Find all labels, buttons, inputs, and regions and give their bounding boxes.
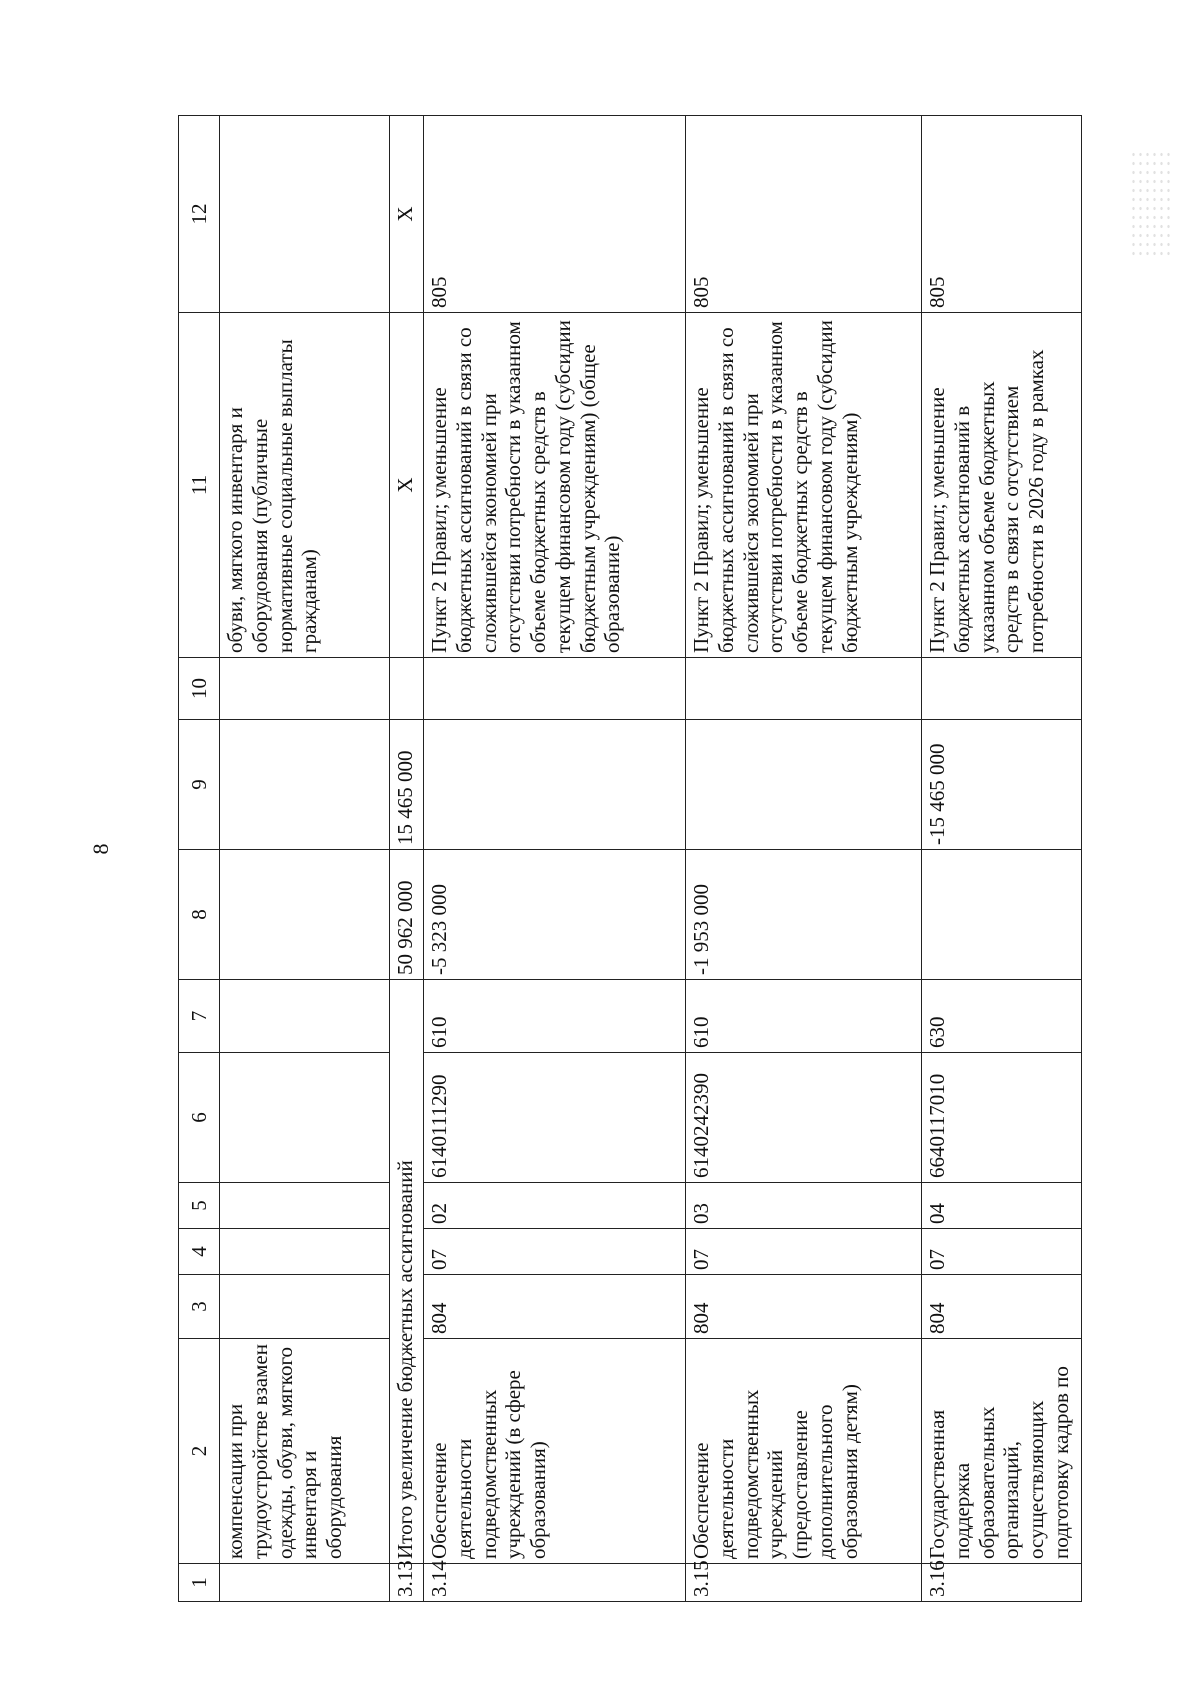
cell-3-16-description: Государственная поддержка образовательных организаций, осуществляющих подготовку кадров по	[922, 1339, 1082, 1564]
cell-3-14-amount-8: -5 323 000	[424, 850, 686, 980]
cell-3-14-description: Обеспечение деятельности подведомственных учреждений (в сфере образования)	[424, 1339, 686, 1564]
header-col-1: 1	[179, 1564, 220, 1602]
cell-3-16-col-12: 805	[922, 116, 1082, 313]
cell-3-16-col-3: 804	[922, 1275, 1082, 1339]
cell-3-13-number: 3.13	[390, 1564, 424, 1602]
scan-noise	[1130, 150, 1170, 260]
cell-3-15-col-5: 03	[686, 1183, 922, 1229]
header-col-3: 3	[179, 1275, 220, 1339]
cell-3-16-number: 3.16	[922, 1564, 1082, 1602]
cell-3-15-col-7: 610	[686, 980, 922, 1053]
header-row	[179, 116, 220, 1602]
cell-3-16-amount-9: -15 465 000	[922, 720, 1082, 850]
table-row-3-15	[686, 116, 922, 1602]
cell-3-15-number: 3.15	[686, 1564, 922, 1602]
cell-3-16-col-7: 630	[922, 980, 1082, 1053]
cell-3-16-col-6: 6640117010	[922, 1053, 1082, 1183]
cell-3-14-note: Пункт 2 Правил; уменьшение бюджетных ассигнований в связи со сложившейся экономией при отсутствии потребности в указанном объеме бюджетных средств в текущем финансовом году (субсидии бюджетным учреждениям) (общее образование)	[424, 313, 686, 658]
header-col-10: 10	[179, 658, 220, 720]
cell-3-16-col-4: 07	[922, 1229, 1082, 1275]
cell-3-14-col-6: 6140111290	[424, 1053, 686, 1183]
header-col-8: 8	[179, 850, 220, 980]
header-col-7: 7	[179, 980, 220, 1053]
cell-3-13-amount-8: 50 962 000	[390, 850, 424, 980]
header-col-5: 5	[179, 1183, 220, 1229]
cell-3-14-col-4: 07	[424, 1229, 686, 1275]
header-col-4: 4	[179, 1229, 220, 1275]
table-row-3-16	[922, 116, 1082, 1602]
cell-3-15-col-3: 804	[686, 1275, 922, 1339]
table-row-continuation	[220, 116, 390, 1602]
header-col-2: 2	[179, 1339, 220, 1564]
cell-cont-description: компенсации при трудоустройстве взамен одежды, обуви, мягкого инвентаря и оборудования	[220, 1339, 390, 1564]
budget-table	[178, 115, 1082, 1602]
cell-3-14-col-5: 02	[424, 1183, 686, 1229]
header-col-6: 6	[179, 1053, 220, 1183]
cell-3-14-number: 3.14	[424, 1564, 686, 1602]
cell-3-13-col-12: X	[390, 116, 424, 313]
table-row-3-14	[424, 116, 686, 1602]
cell-3-15-col-4: 07	[686, 1229, 922, 1275]
table-row-3-13	[390, 116, 424, 1602]
cell-3-13-label: Итого увеличение бюджетных ассигнований	[390, 980, 424, 1564]
cell-3-16-note: Пункт 2 Правил; уменьшение бюджетных ассигнований в указанном объеме бюджетных средств в связи с отсутствием потребности в 2026 году в рамках	[922, 313, 1082, 658]
cell-3-16-col-5: 04	[922, 1183, 1082, 1229]
cell-cont-note: обуви, мягкого инвентаря и оборудования (публичные нормативные социальные выплаты гражданам)	[220, 313, 390, 658]
cell-3-14-col-12: 805	[424, 116, 686, 313]
budget-table-rotated	[178, 116, 1118, 1602]
page-number: 8	[88, 843, 113, 855]
cell-3-14-col-7: 610	[424, 980, 686, 1053]
cell-3-13-amount-9: 15 465 000	[390, 720, 424, 850]
header-col-12: 12	[179, 116, 220, 313]
header-col-11: 11	[179, 313, 220, 658]
cell-3-14-col-3: 804	[424, 1275, 686, 1339]
cell-3-15-description: Обеспечение деятельности подведомственных учреждений (предоставление дополнительного образования детям)	[686, 1339, 922, 1564]
cell-3-15-col-6: 6140242390	[686, 1053, 922, 1183]
cell-3-15-amount-8: -1 953 000	[686, 850, 922, 980]
cell-3-15-note: Пункт 2 Правил; уменьшение бюджетных ассигнований в связи со сложившейся экономией при отсутствии потребности в указанном объеме бюджетных средств в текущем финансовом году (субсидии бюджетным учреждениям)	[686, 313, 922, 658]
cell-3-15-col-12: 805	[686, 116, 922, 313]
cell-3-13-col-11: X	[390, 313, 424, 658]
header-col-9: 9	[179, 720, 220, 850]
